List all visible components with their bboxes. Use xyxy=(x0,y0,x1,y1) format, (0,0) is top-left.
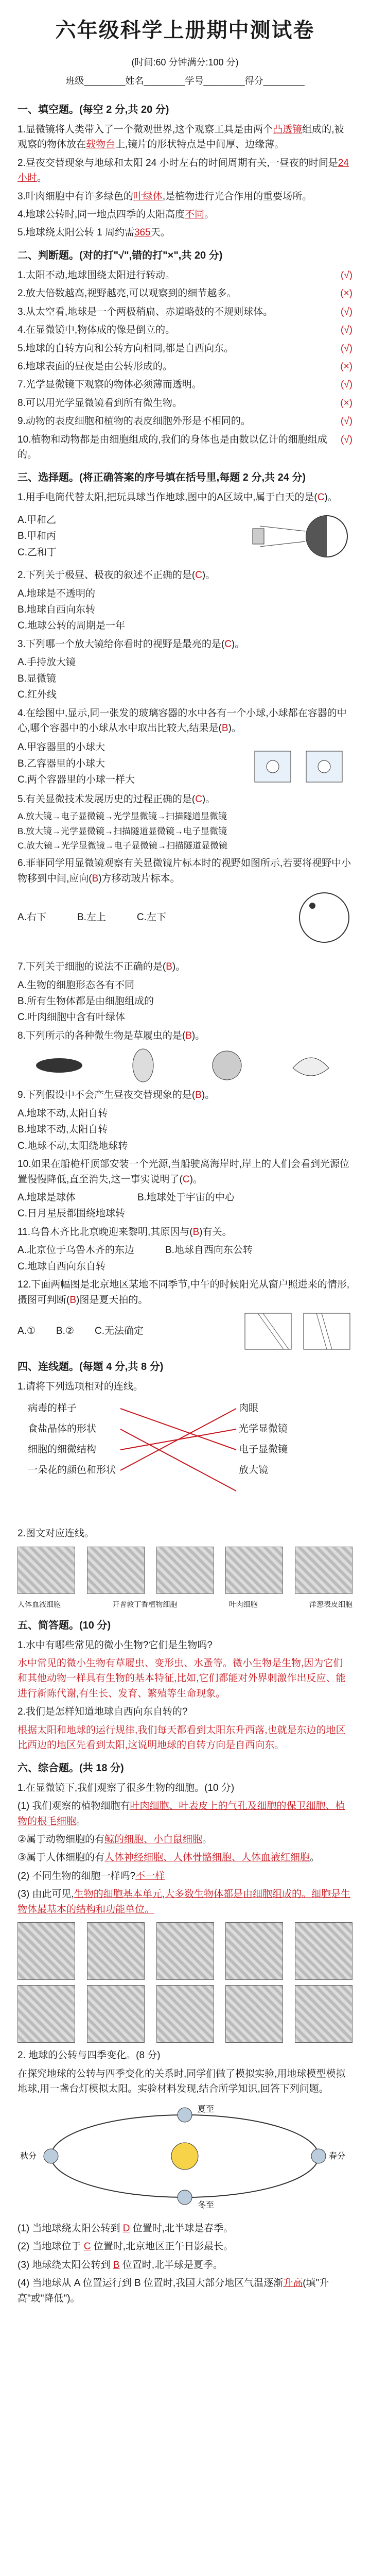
orbit-answer-2: (2) 当地球位于 C 位置时,北京地区正午日影最长。 xyxy=(17,2241,234,2252)
connect-left-item: 一朵花的颜色和形状 xyxy=(28,1465,116,1476)
earth-orbit-diagram xyxy=(17,2099,352,2213)
option: C.地球不动,太阳绕地球转 xyxy=(17,1140,128,1151)
comp-question-2: 2. 地球的公转与四季变化。(8 分) xyxy=(17,2050,161,2061)
choice-question-4: 4.在绘图中,显示,同一张发的玻璃容器的水中各有一个小球,小球都在容器的中心,哪个容器中的小球从水中取出比较大,结果是(B)。 xyxy=(17,707,347,734)
connect-left-item: 食盐晶体的形状 xyxy=(28,1423,97,1435)
cell-photo xyxy=(295,1985,353,2043)
option: A.地球是不透明的 xyxy=(17,588,95,599)
choice-question-10: 10.如果在船桅杆顶部安装一个光源,当船驶离海岸时,岸上的人们会看到光源位置慢慢降低,直至消失,这一事实说明了(C)。 xyxy=(17,1159,349,1185)
exam-meta: (时间:60 分钟满分:100 分) xyxy=(131,57,239,67)
orbit-answer-4: (4) 当地球从 A 位置运行到 B 位置时,我国大部分地区气温逐渐升高(填"升高"或"降低")。 xyxy=(17,2278,329,2304)
judge-text: 4.在显微镜中,物体成的像是倒立的。 xyxy=(17,325,175,336)
option: A.甲和乙 xyxy=(17,514,56,526)
connect-right-item: 光学显微镜 xyxy=(239,1423,288,1435)
connect-question-2: 2.图文对应连线。 xyxy=(17,1528,94,1539)
choice-question-6: 6.菲菲同学用显微镜观察有关显微镜片标本时的视野如图所示,若要将视野中小物移到中间,应向(B)方移动玻片标本。 xyxy=(17,858,351,884)
comp-sub-3: ③属于人体细胞的有人体神经细胞、人体骨骼细胞、人体血液红细胞。 xyxy=(17,1852,320,1863)
connect-lines xyxy=(17,1398,353,1522)
comp-sub-2: ②属于动物细胞的有鲸的细胞、小白鼠细胞。 xyxy=(17,1834,213,1845)
cell-caption: 洋葱表皮细胞 xyxy=(309,1600,353,1608)
orbit-label: 冬至 xyxy=(198,2201,215,2210)
judge-text: 6.地球表面的昼夜是由公转形成的。 xyxy=(17,361,172,372)
option: B.② xyxy=(56,1326,74,1337)
option: C.乙和丁 xyxy=(17,547,57,558)
option: A.① xyxy=(17,1326,36,1337)
window-light-1 xyxy=(242,1311,294,1352)
student-info-line: 班级________姓名________学号________得分________ xyxy=(65,75,305,86)
microscope-view-diagram xyxy=(296,889,353,946)
judge-item xyxy=(17,359,353,374)
option: C.左下 xyxy=(136,912,166,923)
fill-question-5: 5.地球绕太阳公转 1 周约需365天。 xyxy=(17,227,170,239)
cell-image-strip xyxy=(17,1547,353,1594)
comp-sub-5: (3) 由此可见,生物的细胞基本单元,大多数生物体都是由细胞组成的。细胞是生物体最基本的结构和功能单位。 xyxy=(17,1889,351,1915)
option: B.地球处于宇宙的中心 xyxy=(137,1192,235,1203)
short-answer-1: 水中常见的微小生物有草履虫、变形虫、水蚤等。微小生物是生物,因为它们和其他动物一样具有生物的基本特征,比如,它们都能对外界刺激作出反应、能进行新陈代谢,有生长、发育、繁殖等生命现象。 xyxy=(17,1658,346,1699)
choice-question-5: 5.有关显微技术发展历史的过程正确的是(C)。 xyxy=(17,793,216,805)
choice-question-11: 11.乌鲁木齐比北京晚迎来黎明,其原因与(B)有关。 xyxy=(17,1226,232,1238)
judge-mark: (×) xyxy=(340,361,353,372)
cell-photo xyxy=(295,1922,353,1980)
judge-item xyxy=(17,286,353,301)
judge-mark: (×) xyxy=(340,397,353,409)
option: A.地球不动,太阳自转 xyxy=(17,1108,108,1119)
option: A.手持放大镜 xyxy=(17,657,76,668)
option: C.地球公转的周期是一年 xyxy=(17,620,126,632)
choice-question-12: 12.下面两幅图是北京地区某地不同季节,中午的时候阳光从窗户照进来的情形,摄图可判断(B)图是夏天拍的。 xyxy=(17,1279,349,1306)
option: B.放大镜→光学显微镜→扫描隧道显微镜→电子显微镜 xyxy=(17,826,227,836)
cell-caption: 叶肉细胞 xyxy=(228,1600,258,1608)
connect-right-item: 放大镜 xyxy=(239,1465,269,1476)
microbe-a-icon xyxy=(31,1047,87,1083)
cell-image xyxy=(225,1547,283,1594)
connect-left-item: 病毒的样子 xyxy=(28,1403,77,1414)
answer: 叶绿体 xyxy=(133,191,163,202)
cell-photo xyxy=(17,1985,75,2043)
judge-mark: (√) xyxy=(340,434,353,445)
cell-gallery xyxy=(17,1922,353,1980)
option: B.显微镜 xyxy=(17,673,56,684)
comp-sub-1: (1) 我们观察的植物细胞有叶肉细胞、叶表皮上的气孔及细胞的保卫细胞、植物的根毛细胞。 xyxy=(17,1801,345,1827)
option: A.地球是球体 xyxy=(17,1192,76,1203)
judge-mark: (√) xyxy=(340,379,353,391)
cell-image xyxy=(17,1547,75,1594)
cell-photo xyxy=(225,1985,283,2043)
judge-list xyxy=(17,268,353,463)
option: B.所有生物体都是由细胞组成的 xyxy=(17,996,154,1007)
cell-image xyxy=(87,1547,145,1594)
orbit-label: 秋分 xyxy=(20,2152,37,2161)
judge-mark: (√) xyxy=(340,325,353,336)
option: C.无法确定 xyxy=(95,1326,144,1337)
judge-item xyxy=(17,268,353,283)
option: B.地球自西向东公转 xyxy=(165,1245,253,1256)
fill-question-1: 1.显微镜将人类带入了一个微观世界,这个观察工具是由两个凸透镜组成的,被观察的物体放在载物台上,镜片的形状特点是中间厚、边缘薄。 xyxy=(17,124,344,150)
judge-text: 8.可以用光学显微镜看到所有微生物。 xyxy=(17,397,182,409)
orbit-answer-3: (3) 地球绕太阳公转到 B 位置时,北半球是夏季。 xyxy=(17,2259,223,2270)
judge-text: 1.太阳不动,地球围绕太阳进行转动。 xyxy=(17,269,175,281)
section-judge-heading: 二、判断题。(对的打"√",错的打"×",共 20 分) xyxy=(17,249,223,261)
option: B.地球自西向东转 xyxy=(17,604,95,615)
microbe-d-icon xyxy=(283,1047,339,1083)
page-title: 六年级科学上册期中测试卷 xyxy=(55,19,315,42)
option: A.放大镜→电子显微镜→光学显微镜→扫描隧道显微镜 xyxy=(17,811,227,822)
option: A.甲容器里的小球大 xyxy=(17,742,105,753)
judge-item xyxy=(17,341,353,356)
cell-photo xyxy=(87,1922,145,1980)
option: C.两个容器里的小球一样大 xyxy=(17,774,135,786)
cell-caption: 开普敦丁香植物细胞 xyxy=(112,1600,178,1608)
section-choice-heading: 三、选择题。(将正确答案的序号填在括号里,每题 2 分,共 24 分) xyxy=(17,471,306,483)
section-connect-heading: 四、连线题。(每题 4 分,共 8 分) xyxy=(17,1361,164,1372)
choice-question-7: 7.下列关于细胞的说法不正确的是(B)。 xyxy=(17,961,186,973)
cell-caption: 人体血液细胞 xyxy=(17,1600,61,1608)
judge-mark: (√) xyxy=(340,269,353,281)
judge-mark: (√) xyxy=(340,416,353,427)
microbe-c-icon xyxy=(199,1047,255,1083)
connect-right-item: 肉眼 xyxy=(239,1403,259,1414)
fill-question-4: 4.地球公转时,同一地点四季的太阳高度不同。 xyxy=(17,209,215,220)
cell-photo xyxy=(17,1922,75,1980)
connect-question-1: 1.请将下列选项相对的连线。 xyxy=(17,1381,143,1392)
judge-mark: (×) xyxy=(340,288,353,299)
option: B.乙容器里的小球大 xyxy=(17,758,105,769)
connect-left-item: 细胞的细微结构 xyxy=(28,1444,97,1455)
short-question-1: 1.水中有哪些常见的微小生物?它们是生物吗? xyxy=(17,1639,213,1651)
option: B.左上 xyxy=(77,912,106,923)
section-comprehensive-heading: 六、综合题。(共 18 分) xyxy=(17,1762,124,1774)
microbe-b-icon xyxy=(115,1047,171,1083)
section-fill-blank-heading: 一、填空题。(每空 2 分,共 20 分) xyxy=(17,104,169,115)
option: B.地球不动,太阳自转 xyxy=(17,1124,108,1136)
option: A.生物的细胞形态各有不同 xyxy=(17,979,134,991)
cell-photo xyxy=(156,1985,214,2043)
answer: 不同 xyxy=(185,209,205,220)
short-question-2: 2.我们是怎样知道地球自西向东自转的? xyxy=(17,1706,188,1718)
microorganism-figures xyxy=(17,1047,353,1083)
comp-question-2-text: 在探究地球的公转与四季变化的关系时,同学们做了模拟实验,用地球模型模拟地球,用一盏台灯模拟太阳。实验材料发现,结合所学知识,回答下列问题。 xyxy=(17,2068,346,2094)
option: C.红外线 xyxy=(17,689,57,701)
window-light-2 xyxy=(301,1311,353,1352)
cell-photo xyxy=(225,1922,283,1980)
fill-question-2: 2.昼夜交替现象与地球和太阳 24 小时左右的时间周期有关,一昼夜的时间是24 小时。 xyxy=(17,157,349,184)
option: A.北京位于乌鲁木齐的东边 xyxy=(17,1245,134,1256)
judge-text: 10.植物和动物都是由细胞组成的,我们的身体也是由数以亿计的细胞组成的。 xyxy=(17,434,327,461)
short-answer-2: 根据太阳和地球的运行规律,我们每天都看到太阳东升西落,也就是东边的地区比西边的地区先看到太阳,这说明地球的自转方向是自西向东。 xyxy=(17,1724,346,1751)
fill-question-3: 3.叶肉细胞中有许多绿色的叶绿体,是植物进行光合作用的重要场所。 xyxy=(17,191,312,202)
choice-question-9: 9.下列假设中不会产生昼夜交替现象的是(B)。 xyxy=(17,1090,215,1101)
judge-text: 7.光学显微镜下观察的物体必须薄而透明。 xyxy=(17,379,202,391)
judge-item xyxy=(17,323,353,337)
choice-question-3: 3.下列哪一个放大镜给你看时的视野是最亮的是(C)。 xyxy=(17,638,245,650)
judge-item xyxy=(17,377,353,392)
option: A.右下 xyxy=(17,912,46,923)
cell-photo xyxy=(156,1922,214,1980)
judge-mark: (√) xyxy=(340,306,353,317)
cell-photo xyxy=(87,1985,145,2043)
choice-question-8: 8.下列所示的各种微生物是草履虫的是(B)。 xyxy=(17,1030,205,1041)
orbit-answer-1: (1) 当地球绕太阳公转到 D 位置时,北半球是春季。 xyxy=(17,2223,234,2234)
orbit-label: 夏至 xyxy=(198,2105,215,2114)
cell-image xyxy=(156,1547,214,1594)
judge-item xyxy=(17,396,353,411)
answer: 24 小时 xyxy=(17,157,349,184)
judge-text: 3.从太空看,地球是一个两极稍扁、赤道略鼓的不规则球体。 xyxy=(17,306,273,317)
earth-lamp-diagram xyxy=(250,508,353,565)
containers-diagram xyxy=(250,741,353,787)
option: B.甲和丙 xyxy=(17,531,56,542)
answer: 载物台 xyxy=(86,139,116,150)
option: C.日月星辰都围绕地球转 xyxy=(17,1208,126,1219)
judge-text: 5.地球的自转方向和公转方向相同,都是自西向东。 xyxy=(17,343,234,354)
choice-question-1: 1.用手电筒代替太阳,把玩具球当作地球,图中的A区域中,属于白天的是(C)。 xyxy=(17,492,338,503)
section-short-answer-heading: 五、简答题。(10 分) xyxy=(17,1619,111,1631)
answer: 凸透镜 xyxy=(273,124,303,135)
comp-sub-4: (2) 不同生物的细胞一样吗?不一样 xyxy=(17,1870,165,1882)
option: C.地球自西向东自转 xyxy=(17,1261,106,1272)
judge-text: 2.放大倍数越高,视野越亮,可以观察到的细节越多。 xyxy=(17,288,237,299)
option: C.放大镜→光学显微镜→电子显微镜→扫描隧道显微镜 xyxy=(17,840,227,851)
judge-item xyxy=(17,414,353,429)
cell-image xyxy=(295,1547,353,1594)
choice-question-2: 2.下列关于极昼、极夜的叙述不正确的是(C)。 xyxy=(17,570,216,581)
judge-mark: (√) xyxy=(340,343,353,354)
connect-right-item: 电子显微镜 xyxy=(239,1444,288,1455)
comp-question-1: 1.在显微镜下,我们观察了很多生物的细胞。(10 分) xyxy=(17,1782,235,1793)
cell-gallery-2 xyxy=(17,1985,353,2043)
orbit-label: 春分 xyxy=(329,2152,346,2161)
answer: 365 xyxy=(134,227,151,239)
judge-item xyxy=(17,304,353,319)
judge-text: 9.动物的表皮细胞和植物的表皮细胞外形是不相同的。 xyxy=(17,416,251,427)
option: C.叶肉细胞中含有叶绿体 xyxy=(17,1012,126,1023)
judge-item xyxy=(17,432,353,463)
